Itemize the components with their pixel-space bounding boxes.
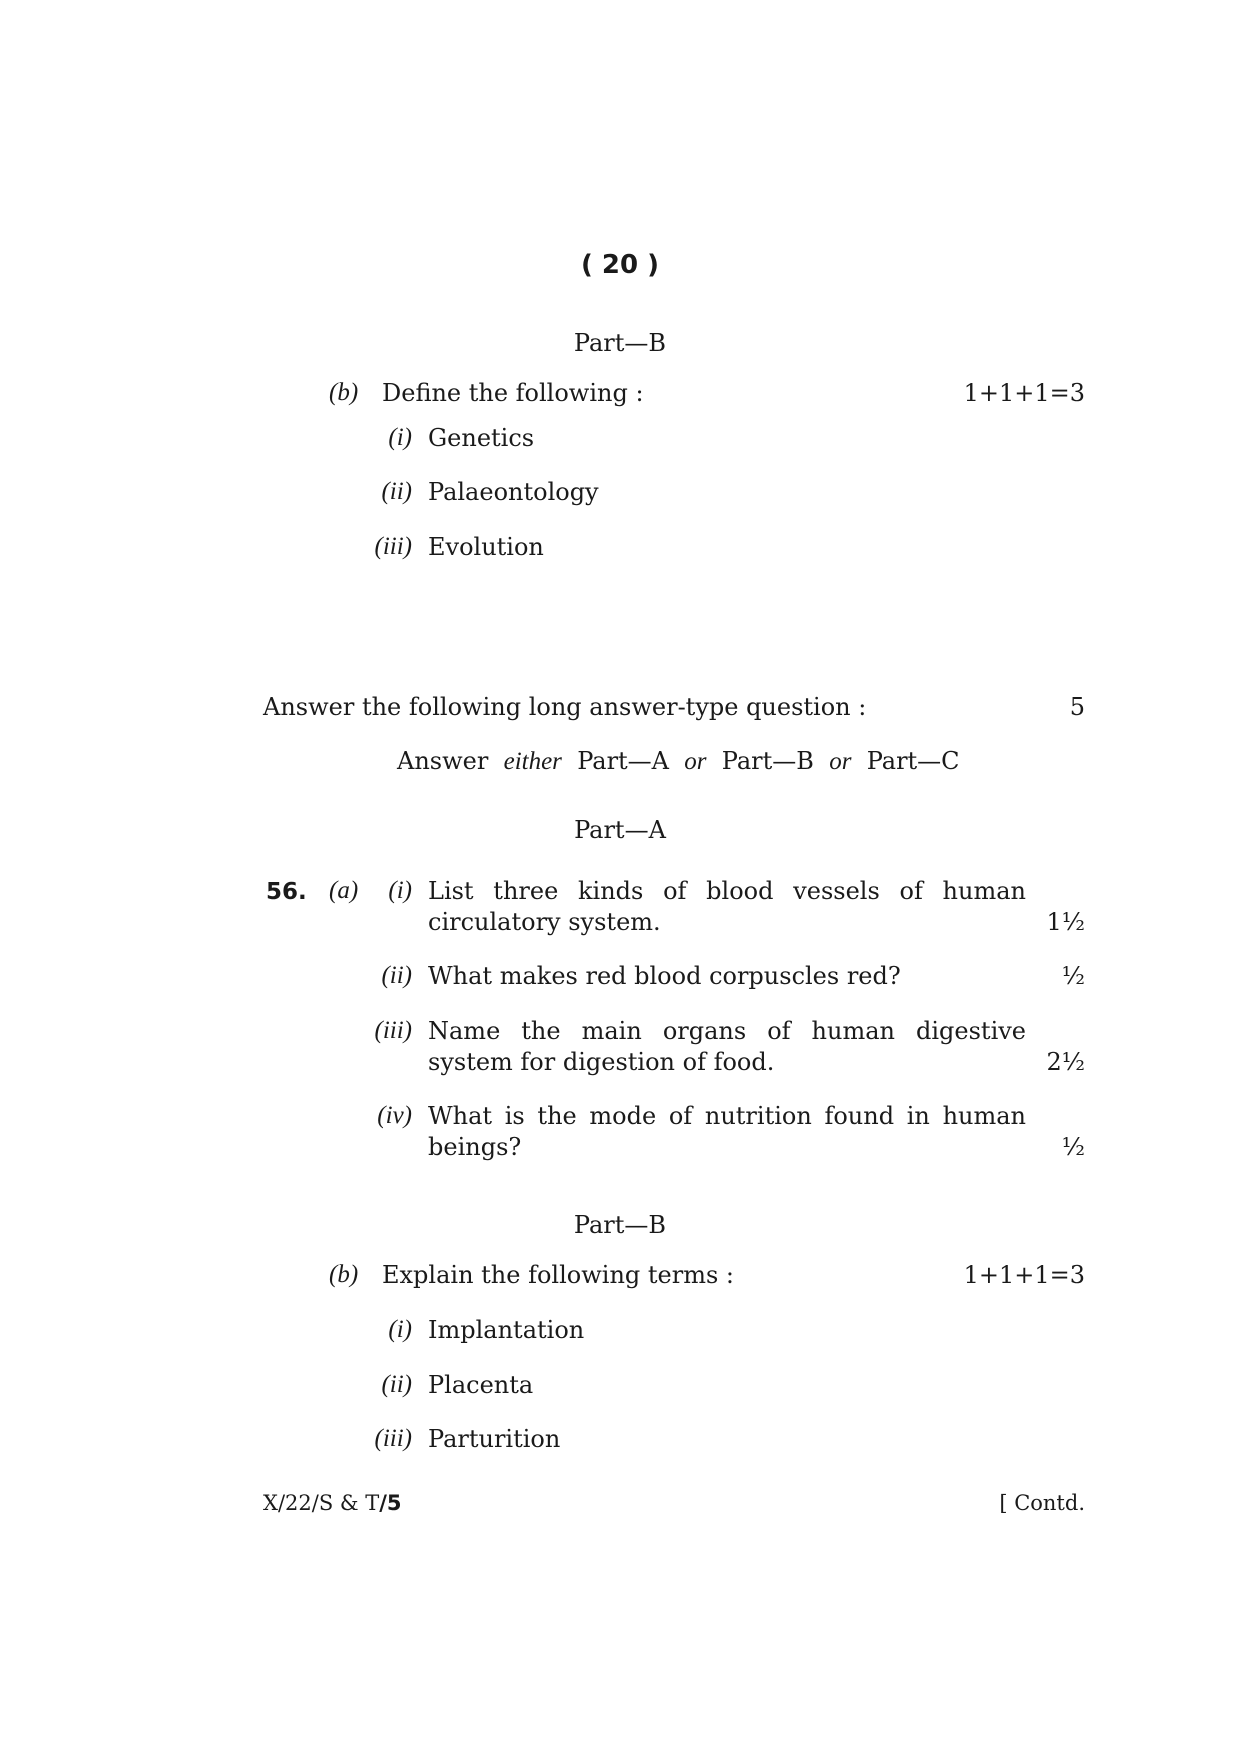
choice-line	[397, 747, 960, 776]
choice-part-a: Part—A	[577, 747, 670, 775]
part-a-item-line: beings?	[428, 1133, 522, 1161]
part-a-item-line: What is the mode of nutrition found in human	[428, 1102, 1026, 1130]
part-a-item-label: (iv)	[377, 1102, 412, 1129]
part-b-item-text: Parturition	[428, 1425, 561, 1453]
part-b-item-text: Placenta	[428, 1371, 534, 1399]
choice-or: or	[684, 748, 707, 775]
part-a-item-line: Name the main organs of human digestive	[428, 1017, 1026, 1045]
part-a-item-marks: 2½	[1046, 1048, 1085, 1076]
part-b-item-text: Implantation	[428, 1316, 585, 1344]
top-b-item-text: Palaeontology	[428, 478, 599, 506]
part-a-item-line: circulatory system.	[428, 908, 661, 936]
footer-contd: [ Contd.	[999, 1491, 1085, 1515]
part-a-item-label: (ii)	[381, 962, 412, 989]
page-number: ( 20 )	[580, 250, 660, 280]
part-a-title: Part—A	[574, 816, 666, 844]
instruction-marks: 5	[1069, 693, 1085, 721]
top-b-item-label: (ii)	[381, 478, 412, 505]
part-a-item-line: What makes red blood corpuscles red?	[428, 962, 901, 990]
footer-code-text: X/22/S & T	[263, 1491, 380, 1515]
part-a-item-marks: ½	[1061, 962, 1085, 990]
part-a-item-line: system for digestion of food.	[428, 1048, 775, 1076]
part-a-label: (a)	[329, 877, 359, 904]
choice-either: either	[503, 748, 562, 775]
top-b-item-text: Evolution	[428, 533, 544, 561]
part-b-title-top: Part—B	[573, 329, 667, 357]
part-b-prompt: Explain the following terms :	[382, 1261, 735, 1289]
part-a-item-marks: ½	[1061, 1133, 1085, 1161]
part-b-item-label: (iii)	[374, 1425, 412, 1452]
part-b-label: (b)	[329, 1261, 359, 1288]
top-b-item-label: (iii)	[374, 533, 412, 560]
question-number: 56.	[266, 879, 307, 905]
footer-code	[263, 1491, 402, 1515]
part-a-item-marks: 1½	[1046, 908, 1085, 936]
top-b-prompt: Define the following :	[382, 379, 644, 407]
choice-part-c: Part—C	[866, 747, 960, 775]
part-a-item-label: (i)	[388, 877, 412, 904]
part-b-item-label: (ii)	[381, 1371, 412, 1398]
top-b-item-label: (i)	[388, 424, 412, 451]
top-b-item-text: Genetics	[428, 424, 535, 452]
footer-code-suffix: /5	[379, 1491, 402, 1515]
top-b-label: (b)	[329, 379, 359, 406]
part-b-title: Part—B	[573, 1211, 667, 1239]
part-a-item-line: List three kinds of blood vessels of human	[428, 877, 1026, 905]
instruction-text: Answer the following long answer-type question :	[263, 693, 867, 721]
part-a-item-label: (iii)	[374, 1017, 412, 1044]
choice-or: or	[829, 748, 852, 775]
choice-part-b: Part—B	[721, 747, 814, 775]
top-b-marks: 1+1+1=3	[963, 379, 1085, 407]
choice-word: Answer	[397, 747, 489, 775]
part-b-item-label: (i)	[388, 1316, 412, 1343]
part-b-marks: 1+1+1=3	[963, 1261, 1085, 1289]
